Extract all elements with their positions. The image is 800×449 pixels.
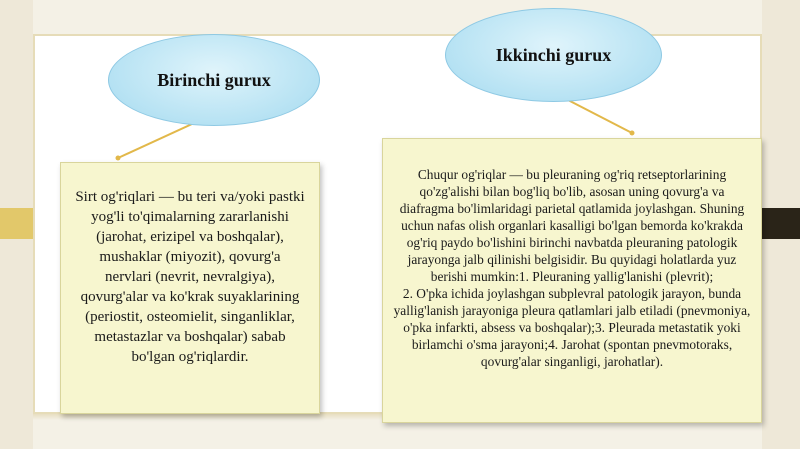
right-accent-bar [762, 208, 800, 239]
group2-text-part1: Chuqur og'riqlar — bu pleuraning og'riq retseptorlarining qo'zg'alishi bilan bog'liq bo'lib, asosan uning qovurg'a va diafragma bo'limlaridagi parietal qatlamida joylashgan. Shuning uchun nafas olish organlari kasalligi bo'lgan bemorda ko'krakda og'riq paydo bo'lishini birinchi navbatda pleuraning patologik jarayonga jalb qilinishi belgisidir. Bu quyidagi holatlarda yuz berishi mumkin:1. Pleuraning yallig'lanishi (plevrit); [399, 167, 745, 284]
group2-text-part2: 2. O'pka ichida joylashgan subplevral patologik jarayon, bunda yallig'lanish jarayoniga pleura qatlamlari jalb etiladi (pnevmoniya, o'pka infarkti, absess va boshqalar);3. Pleurada metastatik yoki birlamchi o'sma jarayoni;4. Jarohat (spontan pnevmotoraks, qovurg'alar singanligi, jarohatlar). [393, 286, 751, 369]
group2-title-ellipse [445, 8, 662, 102]
group2-title: Ikkinchi gurux [495, 44, 612, 65]
group1-text-box [60, 162, 320, 414]
left-accent-bar [0, 208, 33, 239]
group2-text-box [382, 138, 762, 423]
group1-text: Sirt og'riqlari — bu teri va/yoki pastki yog'li to'qimalarning zararlanishi (jarohat, erizipel va boshqalar), mushaklar (miyozit), qovurg'a nervlari (nevrit, nevralgiya), qovurg'alar va ko'krak suyaklarining (periostit, osteomielit, singanliklar, metastazlar va boshqalar) sabab bo'lgan og'riqlardir. [75, 189, 305, 365]
group1-title-ellipse [108, 34, 320, 126]
group1-title: Birinchi gurux [157, 69, 271, 90]
